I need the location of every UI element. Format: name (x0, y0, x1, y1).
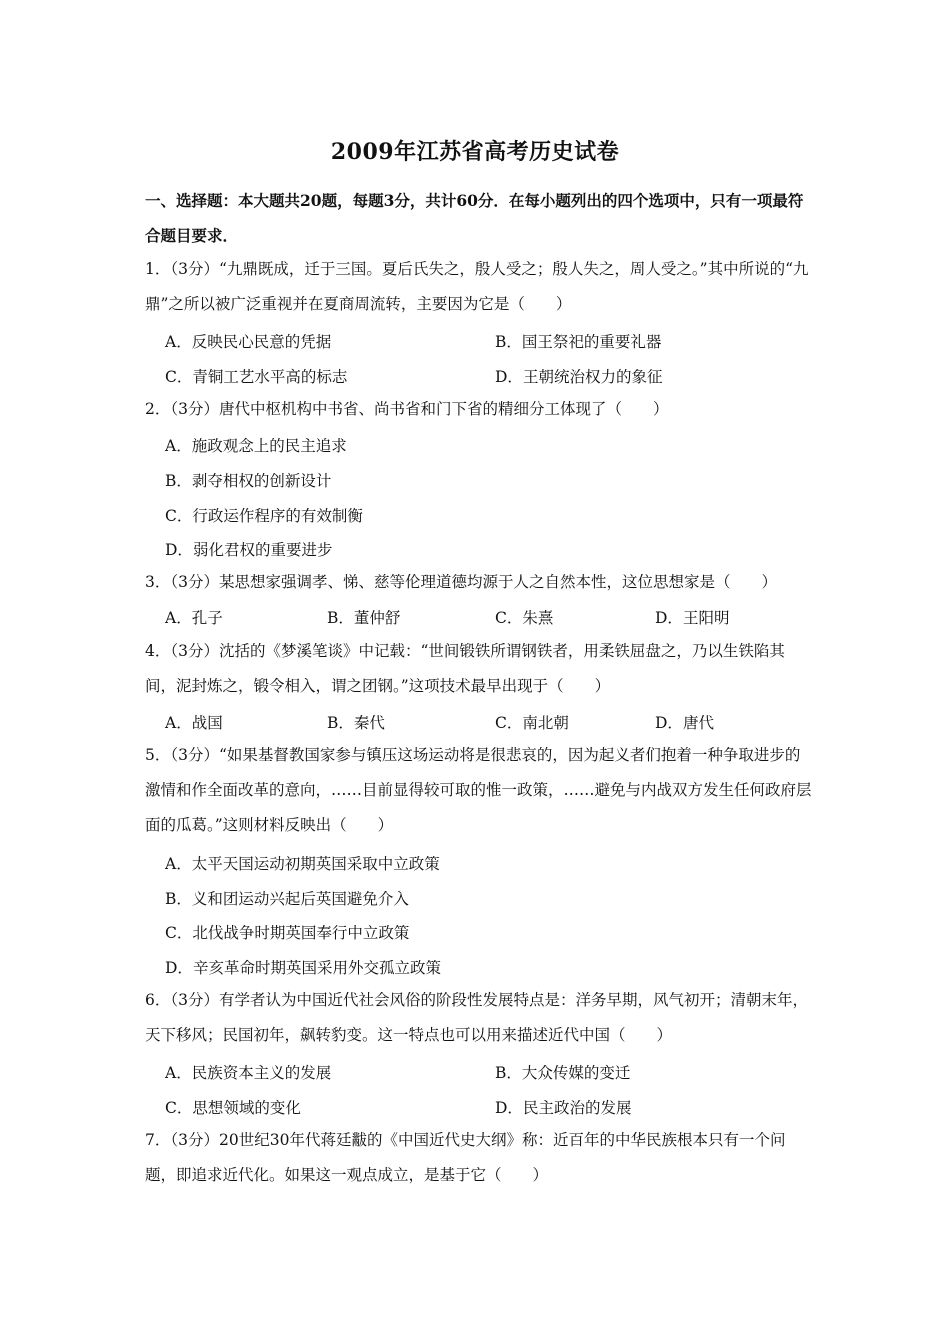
option-c[interactable]: C．思想领域的变化 (165, 1099, 301, 1117)
question-5 (145, 738, 813, 843)
question-number: 5． (145, 746, 171, 764)
question-number: 1． (145, 260, 171, 278)
question-number: 2． (145, 400, 171, 418)
option-d[interactable]: D．弱化君权的重要进步 (165, 541, 333, 559)
option-d[interactable]: D．辛亥革命时期英国采用外交孤立政策 (165, 959, 441, 977)
question-4 (145, 634, 813, 704)
option-b[interactable]: B．董仲舒 (327, 609, 401, 627)
question-text: 沈括的《梦溪笔谈》中记载：“世间锻铁所谓钢铁者，用柔铁屈盘之，乃以生铁陷其间，泥封炼之，锻令相入，谓之团钢。”这项技术最早出现于（ ） (145, 642, 785, 695)
option-c[interactable]: C．行政运作程序的有效制衡 (165, 507, 363, 525)
option-b[interactable]: B．秦代 (327, 714, 385, 732)
question-3 (145, 565, 813, 600)
option-c[interactable]: C．朱熹 (495, 609, 554, 627)
question-text: 唐代中枢机构中书省、尚书省和门下省的精细分工体现了（ ） (219, 400, 669, 418)
option-b[interactable]: B．大众传媒的变迁 (495, 1064, 631, 1082)
option-d[interactable]: D．唐代 (655, 714, 714, 732)
option-d[interactable]: D．民主政治的发展 (495, 1099, 632, 1117)
question-2 (145, 392, 813, 427)
option-a[interactable]: A．孔子 (165, 609, 223, 627)
option-d[interactable]: D．王朝统治权力的象征 (495, 368, 663, 386)
question-number: 6． (145, 991, 171, 1009)
option-b[interactable]: B．国王祭祀的重要礼器 (495, 333, 662, 351)
option-a[interactable]: A．战国 (165, 714, 223, 732)
option-c[interactable]: C．北伐战争时期英国奉行中立政策 (165, 924, 410, 942)
option-a[interactable]: A．反映民心民意的凭据 (165, 333, 332, 351)
question-text: “九鼎既成，迁于三国。夏后氏失之，殷人受之；殷人失之，周人受之。”其中所说的“九鼎”之所以被广泛重视并在夏商周流转，主要因为它是（ ） (145, 260, 809, 313)
question-number: 3． (145, 573, 171, 591)
question-7 (145, 1123, 813, 1193)
question-points: （3分） (170, 573, 219, 591)
question-text: 有学者认为中国近代社会风俗的阶段性发展特点是：洋务早期，风气初开；清朝末年，天下移风；民国初年，飙转豹变。这一特点也可以用来描述近代中国（ ） (145, 991, 809, 1044)
question-points: （3分） (170, 400, 219, 418)
option-a[interactable]: A．太平天国运动初期英国采取中立政策 (165, 855, 440, 873)
question-text: “如果基督教国家参与镇压这场运动将是很悲哀的，因为起义者们抱着一种争取进步的激情和作全面改革的意向，……目前显得较可取的惟一政策，……避免与内战双方发生任何政府层面的瓜葛。”这则材料反映出（ ） (145, 746, 812, 834)
question-number: 4． (145, 642, 171, 660)
question-1 (145, 252, 813, 322)
question-text: 20世纪30年代蒋廷黻的《中国近代史大纲》称：近百年的中华民族根本只有一个问题，即追求近代化。如果这一观点成立，是基于它（ ） (145, 1131, 786, 1184)
question-points: （3分） (170, 746, 219, 764)
question-points: （3分） (170, 1131, 219, 1149)
option-b[interactable]: B．义和团运动兴起后英国避免介入 (165, 890, 409, 908)
question-number: 7． (145, 1131, 171, 1149)
question-6 (145, 983, 813, 1053)
option-c[interactable]: C．南北朝 (495, 714, 569, 732)
question-points: （3分） (170, 642, 219, 660)
section-heading: 一、选择题：本大题共20题，每题3分，共计60分．在每小题列出的四个选项中，只有一项最符合题目要求． (145, 191, 804, 245)
option-a[interactable]: A．施政观念上的民主追求 (165, 437, 347, 455)
page-title: 2009年江苏省高考历史试卷 (330, 139, 620, 165)
option-d[interactable]: D．王阳明 (655, 609, 730, 627)
option-c[interactable]: C．青铜工艺水平高的标志 (165, 368, 348, 386)
question-text: 某思想家强调孝、悌、慈等伦理道德均源于人之自然本性，这位思想家是（ ） (219, 573, 778, 591)
question-points: （3分） (170, 991, 219, 1009)
option-a[interactable]: A．民族资本主义的发展 (165, 1064, 332, 1082)
question-points: （3分） (170, 260, 219, 278)
option-b[interactable]: B．剥夺相权的创新设计 (165, 472, 332, 490)
